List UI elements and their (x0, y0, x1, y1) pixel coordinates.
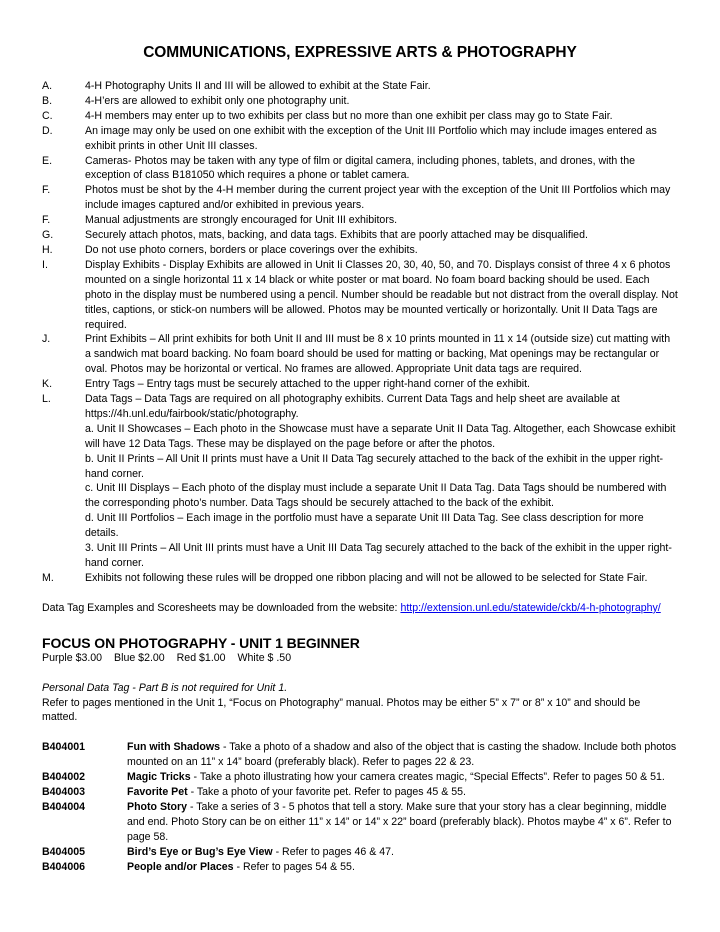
premium-white: White $ .50 (237, 651, 292, 664)
rule-text: Exhibits not following these rules will be dropped one ribbon placing and will not be allowed to be selected for State Fair. (85, 571, 648, 584)
class-desc: - Take a photo of your favorite pet. Refer to pages 45 & 55. (187, 786, 466, 799)
class-item (42, 770, 678, 785)
rule-e (42, 154, 678, 184)
premium-purple: Purple $3.00 (42, 651, 103, 664)
rule-subitem: a. Unit II Showcases – Each photo in the Showcase must have a separate Unit II Data Tag. Altogether, each Showcase exhibit will have 12 Data Tags. These may be displayed on the page before or after the photos. (85, 422, 676, 450)
rule-label: C. (42, 109, 53, 122)
rule-label: M. (42, 571, 54, 584)
rule-text: Print Exhibits – All print exhibits for both Unit II and III must be 8 x 10 prints mounted in 11 x 14 (outside size) cut matting with a sandwich mat board backing. No foam board should be used for matting or backing, Mat openings may be rectangular or oval. Photos may be horizontal or vertical. No frames are allowed. Appropriate Unit data tags are required. (85, 333, 671, 376)
rule-label: G. (42, 229, 54, 242)
class-name: Magic Tricks (127, 771, 191, 784)
class-item (42, 860, 678, 875)
download-link[interactable]: http://extension.unl.edu/statewide/ckb/4-h-photography/ (400, 601, 661, 614)
rule-subitem: 3. Unit III Prints – All Unit III prints must have a Unit III Data Tag securely attached to the back of the exhibit in the upper right-hand corner. (85, 542, 672, 569)
class-desc: - Refer to pages 54 & 55. (233, 860, 355, 873)
rule-label: A. (42, 80, 53, 92)
rule-text: An image may only be used on one exhibit with the exception of the Unit III Portfolio which may include images entered as exhibit prints in other Unit III classes. (85, 124, 657, 152)
class-code: B404002 (42, 771, 86, 784)
rule-k (42, 377, 678, 392)
rule-subitem: d. Unit III Portfolios – Each image in the portfolio must have a separate Unit III Data Tag. See class description for more details. (85, 512, 644, 540)
rule-j (42, 332, 678, 377)
rule-text: Entry Tags – Entry tags must be securely attached to the upper right-hand corner of the exhibit. (85, 378, 530, 391)
class-item (42, 845, 678, 860)
download-text: Data Tag Examples and Scoresheets may be downloaded from the website: (42, 601, 401, 614)
rule-text: Data Tags – Data Tags are required on all photography exhibits. Current Data Tags and help sheet are available at https://4h.unl.edu/fairbook/static/photography. (85, 393, 620, 420)
class-name: Bird’s Eye or Bug’s Eye View (127, 845, 273, 858)
rule-text: Securely attach photos, mats, backing, and data tags. Exhibits that are poorly attached may be disqualified. (85, 229, 588, 242)
class-item (42, 800, 678, 845)
class-desc: - Take a series of 3 - 5 photos that tell a story. Make sure that your story has a clear beginning, middle and end. Photo Story can be on either 11” x 14” or 14” x 22” board (preferably black). Photos maybe 4” x 6”. Refer to page 58. (127, 800, 672, 843)
class-code: B404003 (42, 786, 86, 799)
class-name: People and/or Places (127, 860, 234, 873)
class-desc: - Take a photo illustrating how your camera creates magic, “Special Effects”. Refer to pages 50 & 51. (190, 771, 665, 784)
rule-text: Photos must be shot by the 4-H member during the current project year with the exception of the Unit III Portfolios which may include images captured and/or exhibited in previous years. (85, 184, 671, 212)
rule-label: I. (42, 258, 48, 271)
rule-label: F. (42, 184, 51, 197)
rule-text: 4-H’ers are allowed to exhibit only one photography unit. (85, 94, 350, 107)
download-note (42, 601, 678, 616)
section-title: FOCUS ON PHOTOGRAPHY - UNIT 1 BEGINNER (42, 634, 360, 651)
rule-text: 4-H Photography Units II and III will be allowed to exhibit at the State Fair. (85, 80, 431, 92)
rule-label: B. (42, 94, 53, 107)
rule-label: K. (42, 378, 53, 391)
rule-label: L. (42, 393, 51, 406)
premium-blue: Blue $2.00 (114, 651, 165, 664)
rule-g (42, 228, 678, 243)
page-title: COMMUNICATIONS, EXPRESSIVE ARTS & PHOTOGRAPHY (143, 44, 577, 61)
rule-l (42, 392, 678, 571)
class-name: Fun with Shadows (127, 741, 220, 754)
rule-subitem: b. Unit II Prints – All Unit II prints must have a Unit II Data Tag securely attached to the back of the exhibit in the upper right-hand corner. (85, 452, 664, 480)
rule-d (42, 124, 678, 154)
rule-label: F. (42, 214, 51, 227)
document-page (42, 44, 678, 875)
rule-label: H. (42, 243, 53, 256)
rule-label: J. (42, 333, 51, 346)
rules-list (42, 79, 678, 586)
rule-m (42, 571, 678, 586)
rule-b (42, 94, 678, 109)
rule-text: 4-H members may enter up to two exhibits per class but no more than one exhibit per class may go to State Fair. (85, 109, 613, 122)
class-code: B404004 (42, 800, 86, 813)
class-desc: - Refer to pages 46 & 47. (272, 845, 394, 858)
class-item (42, 785, 678, 800)
rule-text: Manual adjustments are strongly encouraged for Unit III exhibitors. (85, 214, 398, 227)
rule-c (42, 109, 678, 124)
class-code: B404006 (42, 860, 86, 873)
class-name: Favorite Pet (127, 786, 188, 799)
rule-f2 (42, 213, 678, 228)
rule-h (42, 243, 678, 258)
rule-text: Do not use photo corners, borders or place coverings over the exhibits. (85, 243, 418, 256)
class-code: B404001 (42, 741, 86, 754)
rule-text: Cameras- Photos may be taken with any type of film or digital camera, including phones, tablets, and drones, with the exception of class B181050 which requires a phone or tablet camera. (85, 154, 635, 182)
class-code: B404005 (42, 845, 86, 858)
rule-label: E. (42, 154, 53, 167)
rule-text: Display Exhibits - Display Exhibits are allowed in Unit Ii Classes 20, 30, 40, 50, and 70. Displays consist of three 4 x 6 photos mounted on a single horizontal 11 x 14 black or white poster or mat board. No foam board backing should be used. Each photo in the display must be numbered using a pencil. Number should be readable but not distract from the overall display. Not titles, captions, or stick-on numbers will be allowed. Photos may be mounted vertically or horizontally. Unit II Data Tags are required. (85, 258, 678, 331)
premium-red: Red $1.00 (176, 651, 226, 664)
rule-a (42, 79, 678, 94)
premium-list (42, 651, 678, 666)
rule-label: D. (42, 124, 53, 137)
personal-data-tag-note: Personal Data Tag - Part B is not required for Unit 1. (42, 681, 288, 694)
refer-text: Refer to pages mentioned in the Unit 1, “Focus on Photography” manual. Photos may be either 5” x 7” or 8” x 10” and should be matted. (42, 696, 641, 724)
rule-subitem: c. Unit III Displays – Each photo of the display must include a separate Unit II Data Tag. Data Tags should be numbered with the corresponding photo’s number. Data Tags should be securely attached to the back of the exhibit. (85, 482, 667, 510)
rule-i (42, 258, 678, 333)
class-item (42, 740, 678, 770)
class-desc: - Take a photo of a shadow and also of the object that is casting the shadow. Include both photos mounted on an 11” x 14” board (preferably black). Refer to pages 22 & 23. (127, 741, 677, 769)
rule-f (42, 183, 678, 213)
class-name: Photo Story (127, 800, 188, 813)
class-list (42, 740, 678, 874)
